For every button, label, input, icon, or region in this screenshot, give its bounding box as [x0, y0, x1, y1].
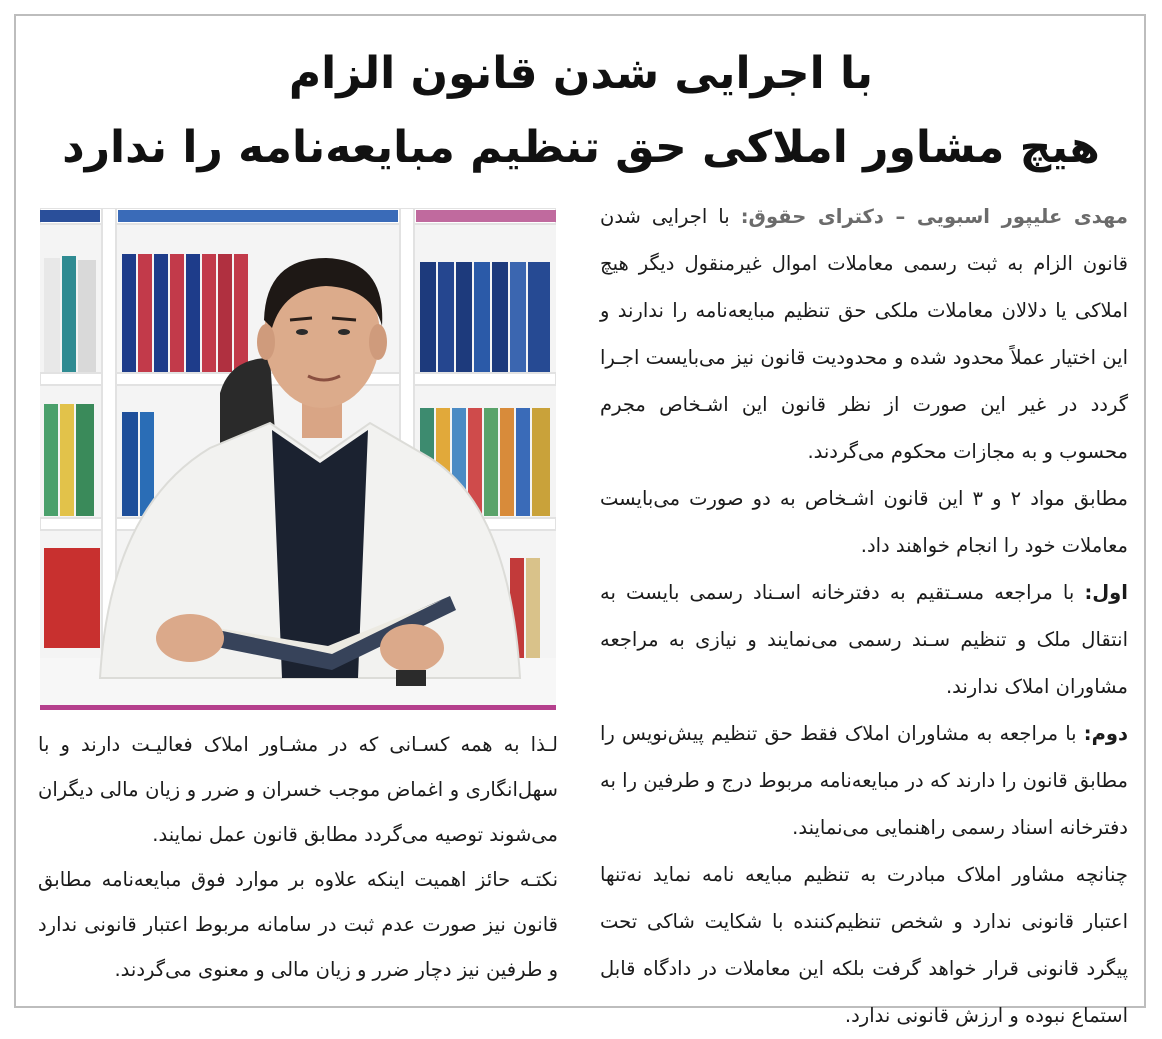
paragraph-intro [600, 193, 1128, 475]
paragraph-second-method [600, 710, 1128, 851]
headline-line-2: هیچ مشاور املاکی حق تنظیم مبایعه‌نامه را ندارد [62, 122, 1100, 173]
first-method-label: اول: [1084, 581, 1128, 604]
paragraph-articles-2-3: مطابق مواد ۲ و ۳ این قانون اشـخاص به دو صورت می‌بایست معاملات خود را انجام خواهند داد. [600, 487, 1128, 557]
second-method-text: با مراجعه به مشاوران املاک فقط حق تنظیم پیش‌نویس را مطابق قانون را دارند که در مبایعه‌نامه مربوط درج و طرفین را به دفترخانه اسناد رسمی راهنمایی می‌نمایند. [600, 722, 1128, 839]
author-byline: مهدی علیپور اسبویی – دکترای حقوق: [740, 205, 1128, 228]
article-right-column [600, 193, 1128, 1039]
photo-accent-rule [40, 705, 556, 710]
paragraph-first-method [600, 569, 1128, 710]
paragraph-recommendation: لـذا به همه کسـانی که در مشـاور املاک فعالیـت دارند و با سهل‌انگاری و اغماض موجب خسران و ضرر و زیان مالی دیگران می‌شوند توصیه می‌گردد مطابق قانون عمل نمایند. [38, 733, 558, 846]
second-method-label: دوم: [1083, 722, 1128, 745]
first-method-text: با مراجعه مسـتقیم به دفترخانه اسـناد رسمی بایست به انتقال ملک و تنظیم سـند رسمی می‌نمایند و نیازی به مراجعه مشاوران املاک ندارند. [600, 581, 1128, 698]
paragraph-intro-text: با اجرایی شدن قانون الزام به ثبت رسمی معاملات اموال غیرمنقول دیگر هیچ املاکی یا دلالان معاملات ملکی حق تنظیم مبایعه‌نامه را ندارند و این اختیار عملاً محدود شده و محدودیت قانون نیز می‌بایست اجـرا گردد در غیر این صورت از نظر قانون این اشـخاص مجرم محسوب و به مجازات محکوم می‌گردند. [600, 205, 1128, 463]
headline-line-1: با اجرایی شدن قانون الزام [288, 48, 874, 99]
paragraph-important-note: نکتـه حائز اهمیت اینکه علاوه بر موارد فوق مبایعه‌نامه مطابق قانون نیز صورت عدم ثبت در سامانه مربوط اعتبار قانونی ندارد و طرفین نیز دچار ضرر و زیان مالی و معنوی می‌گردند. [38, 868, 558, 981]
paragraph-consequence: چنانچه مشاور املاک مبادرت به تنظیم مبایعه نامه نماید نه‌تنها اعتبار قانونی ندارد و شخص تنظیم‌کننده با شکایت شاکی تحت پیگرد قانونی قرار خواهد گرفت بلکه این معاملات در دادگاه قابل استماع نبوده و ارزش قانونی ندارد. [600, 863, 1128, 1027]
article-left-column [38, 722, 558, 992]
author-photo [40, 208, 556, 705]
